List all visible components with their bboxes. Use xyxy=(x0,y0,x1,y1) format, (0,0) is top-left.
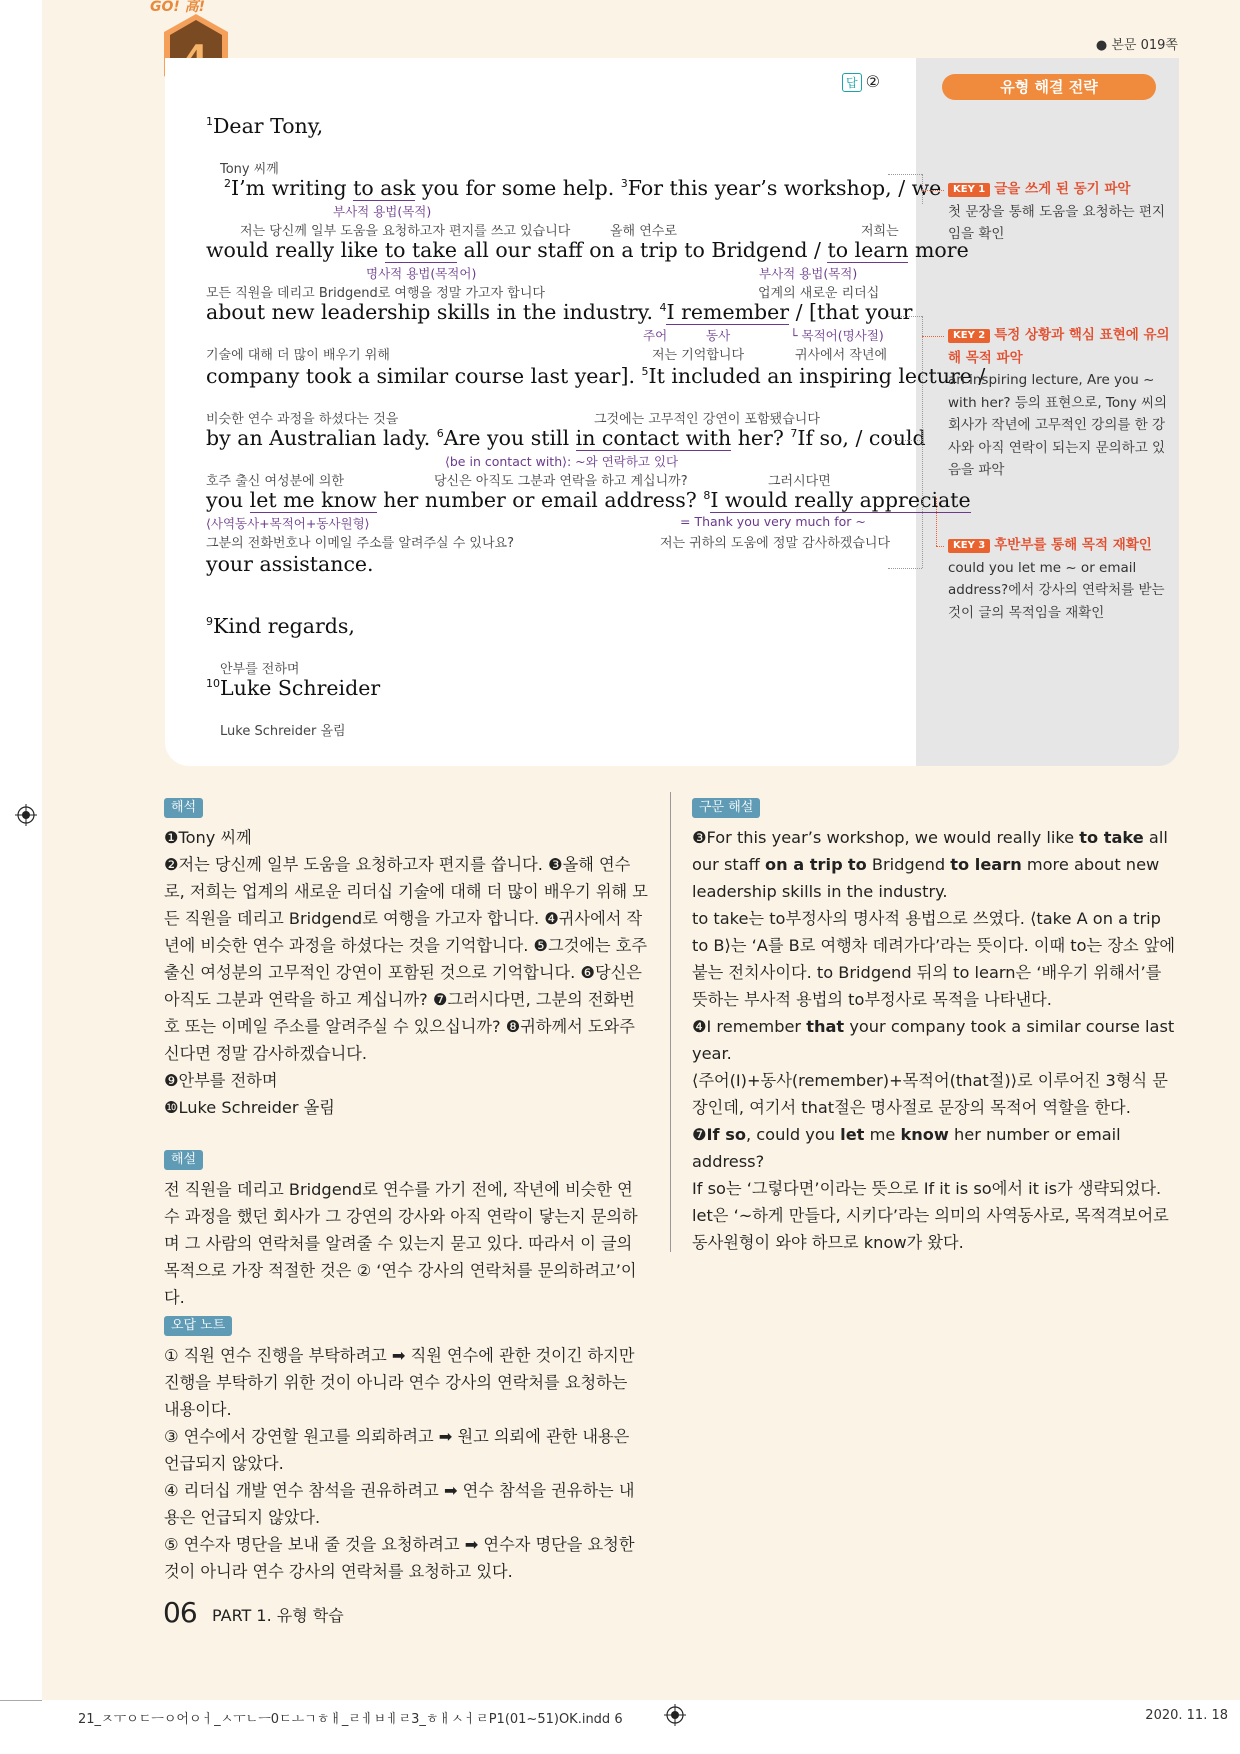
answer-value: ② xyxy=(865,72,880,91)
grammar-note: 부사적 용법(목적) xyxy=(759,266,858,281)
letter-ko-9: 안부를 전하며 xyxy=(220,662,300,677)
explanation-section xyxy=(164,1144,648,1311)
connector-line xyxy=(888,568,922,569)
connector-line xyxy=(888,174,922,175)
letter-ko-3a: 모든 직원을 데리고 Bridgend로 여행을 정말 가고자 합니다 xyxy=(206,286,545,301)
letter-ko-2b: 올해 연수로 xyxy=(610,224,677,239)
grammar-note: ⟨사역동사+목적어+동사원형⟩ xyxy=(206,516,370,531)
translation-line: ❷저는 당신께 일부 도움을 요청하고자 편지를 씁니다. ❸올해 연수로, 저희는 업계의 새로운 리더십 기술에 대해 더 많이 배우기 위해 모든 직원을 데리고 Bridgend로 여행을 가고자 합니다. ❹귀사에서 작년에 비슷한 연수 과정을 하셨다는 것을 기억합니다. ❺그것에는 호주 출신 여성분의 고무적인 강연이 포함된 것으로 기억합니다. ❻당신은 아직도 그분과 연락을 하고 계십니까? ❼그러시다면, 그분의 전화번호 또는 이메일 주소를 알려주실 수 있으십니까? ❽귀하께서 도와주신다면 정말 감사하겠습니다. xyxy=(164,855,648,1063)
letter-ko-1: Tony 씨께 xyxy=(220,162,279,177)
wrong-notes-section xyxy=(164,1310,648,1585)
key-connector xyxy=(922,190,944,191)
key-connector xyxy=(936,546,944,547)
letter-line-5: company took a similar course last year]. $^5$It included an inspiring lecture / xyxy=(206,364,986,388)
syntax-section xyxy=(692,792,1178,1256)
letter-ko-6b: 당신은 아직도 그분과 연락을 하고 계십니까? xyxy=(434,474,688,489)
wrong-note-item: ⑤ 연수자 명단을 보내 줄 것을 요청하려고 ➡ 연수자 명단을 요청한 것이 아니라 연수 강사의 연락처를 요청하고 있다. xyxy=(164,1535,635,1581)
grammar-note: 명사적 용법(목적어) xyxy=(366,266,477,281)
translation-line: ❾안부를 전하며 xyxy=(164,1071,278,1090)
letter-ko-6a: 호주 출신 여성분에 의한 xyxy=(206,474,344,489)
letter-ko-4c: 귀사에서 작년에 xyxy=(795,348,888,363)
letter-ko-4b: 저는 기억합니다 xyxy=(652,348,745,363)
letter-ko-7b: 저는 귀하의 도움에 정말 감사하겠습니다 xyxy=(660,536,891,551)
letter-ko-2a: 저는 당신께 일부 도움을 요청하고자 편지를 쓰고 있습니다 xyxy=(240,224,571,239)
wrong-note-item: ③ 연수에서 강연할 원고를 의뢰하려고 ➡ 원고 의뢰에 관한 내용은 언급되지 않았다. xyxy=(164,1427,630,1473)
letter-ko-7a: 그분의 전화번호나 이메일 주소를 알려주실 수 있나요? xyxy=(206,536,514,551)
translation-line: ❶Tony 씨께 xyxy=(164,828,252,847)
syntax-sentence: ❼If so, could you let me know her number or email address? xyxy=(692,1125,1121,1171)
letter-ko-5a: 비슷한 연수 과정을 하셨다는 것을 xyxy=(206,412,399,427)
letter-ko-3b: 업계의 새로운 리더십 xyxy=(758,286,880,301)
part-label: PART 1. 유형 학습 xyxy=(212,1606,344,1625)
grammar-note: = Thank you very much for ~ xyxy=(680,514,866,529)
answer-indicator xyxy=(842,72,880,92)
registration-mark xyxy=(15,804,37,826)
wrong-note-item: ① 직원 연수 진행을 부탁하려고 ➡ 직원 연수에 관한 것이긴 하지만 진행을 부탁하기 위한 것이 아니라 연수 강사의 연락처를 요청하는 내용이다. xyxy=(164,1346,635,1419)
letter-line-3: would really like to take all our staff on a trip to Bridgend / to learn more xyxy=(206,238,969,262)
letter-ko-10: Luke Schreider 올림 xyxy=(220,724,346,739)
syntax-heading: 구문 해설 xyxy=(692,798,760,818)
connector-line xyxy=(922,316,923,568)
page-reference: ● 본문 019쪽 xyxy=(1095,38,1178,53)
syntax-explanation: to take는 to부정사의 명사적 용법으로 쓰였다. ⟨take A on a trip to B⟩는 ‘A를 B로 여행차 데려가다’라는 뜻이다. 이때 to는 장소 앞에 붙는 전치사이다. to Bridgend 뒤의 to learn은 ‘배우기 위해서’를 뜻하는 부사적 용법의 to부정사로 목적을 나타낸다. xyxy=(692,909,1176,1009)
column-divider xyxy=(670,792,671,1252)
connector-line xyxy=(888,440,922,441)
letter-line-4: about new leadership skills in the industry. $^4$I remember / [that your xyxy=(206,300,913,324)
letter-line-1: $^1$Dear Tony, xyxy=(206,114,324,138)
syntax-sentence: ❹I remember that your company took a similar course last year. xyxy=(692,1017,1175,1063)
key-connector xyxy=(936,498,937,546)
wrong-notes-heading: 오답 노트 xyxy=(164,1316,232,1336)
crop-line xyxy=(0,1700,42,1701)
grammar-note: 부사적 용법(목적) xyxy=(333,204,432,219)
grammar-note: 주어 xyxy=(643,328,668,343)
letter-line-8: your assistance. xyxy=(206,552,374,576)
strategy-title: 유형 해결 전략 xyxy=(942,74,1156,100)
crop-margin xyxy=(0,0,42,1754)
grammar-note: 동사 xyxy=(706,328,731,343)
explanation-heading: 해설 xyxy=(164,1150,203,1170)
key-connector xyxy=(922,336,944,337)
letter-ko-5b: 그것에는 고무적인 강연이 포함됐습니다 xyxy=(594,412,820,427)
letter-line-9: $^9$Kind regards, xyxy=(206,614,355,638)
letter-ko-2c: 저희는 xyxy=(861,224,899,239)
syntax-sentence: ❸For this year’s workshop, we would really like to take all our staff on a trip to Bridgend to learn more about new leadership skills in the industry. xyxy=(692,828,1168,901)
grammar-note: └ 목적어(명사절) xyxy=(790,328,884,343)
letter-ko-4a: 기술에 대해 더 많이 배우기 위해 xyxy=(206,348,390,363)
translation-section xyxy=(164,792,648,1121)
grammar-note: ⟨be in contact with⟩: ~와 연락하고 있다 xyxy=(445,454,679,469)
registration-mark xyxy=(664,1704,686,1726)
connector-line xyxy=(888,316,922,317)
page-number: 06 xyxy=(163,1596,197,1629)
explanation-text: 전 직원을 데리고 Bridgend로 연수를 가기 전에, 작년에 비슷한 연수 과정을 했던 회사가 그 강연의 강사와 아직 연락이 닿는지 문의하며 그 사람의 연락처를 알려줄 수 있는지 묻고 있다. 따라서 이 글의 목적으로 가장 적절한 것은 ② ‘연수 강사의 연락처를 문의하려고’이다. xyxy=(164,1180,638,1307)
key-1: KEY 1 글을 쓰게 된 동기 파악 첫 문장을 통해 도움을 요청하는 편지임을 확인 xyxy=(948,181,1166,242)
translation-heading: 해석 xyxy=(164,798,203,818)
key-3: KEY 3 후반부를 통해 목적 재확인 could you let me ~ or email address?에서 강사의 연락처를 받는 것이 글의 목적임을 재확인 xyxy=(948,537,1165,621)
letter-line-10: $^{10}$Luke Schreider xyxy=(206,676,381,700)
key-2: KEY 2 특정 상황과 핵심 표현에 유의해 목적 파악 an inspiring lecture, Are you ~ with her? 등의 표현으로, Tony 씨의 회사가 작년에 고무적인 강의를 한 강사와 아직 연락이 되는지 문의하고 있음을 파악 xyxy=(948,327,1170,478)
syntax-explanation: ⟨주어(I)+동사(remember)+목적어(that절)⟩로 이루어진 3형식 문장인데, 여기서 that절은 명사절로 문장의 목적어 역할을 한다. xyxy=(692,1071,1168,1117)
top-tag: GO! 高! xyxy=(150,0,206,15)
letter-line-2: $^2$I’m writing to ask you for some help. $^3$For this year’s workshop, / we xyxy=(224,176,942,200)
answer-label: 답 xyxy=(842,73,862,92)
translation-line: ❿Luke Schreider 올림 xyxy=(164,1098,335,1117)
wrong-note-item: ④ 리더십 개발 연수 참석을 권유하려고 ➡ 연수 참석을 권유하는 내용은 언급되지 않았다. xyxy=(164,1481,635,1527)
imprint-date: 2020. 11. 18 xyxy=(1145,1708,1228,1723)
connector-line xyxy=(922,174,923,204)
letter-line-6: by an Australian lady. $^6$Are you still in contact with her? $^7$If so, / could xyxy=(206,426,926,450)
syntax-explanation: If so는 ‘그렇다면’이라는 뜻으로 If it is so에서 it is가 생략되었다. let은 ‘~하게 만들다, 시키다’라는 의미의 사역동사로, 목적격보어로 동사원형이 와야 하므로 know가 왔다. xyxy=(692,1179,1169,1252)
imprint-filename: 21_ㅈㅜㅇㄷㅡㅇ어ㅇㅓ_ㅅㅜㄴㅡ0ㄷㅗㄱㅎㅐ_ㄹㅔㅂㅔㄹ3_ㅎㅐㅅㅓㄹP1(01~51)OK.indd 6 xyxy=(78,1712,623,1727)
letter-ko-6c: 그러시다면 xyxy=(768,474,831,489)
letter-line-7: you let me know her number or email address? $^8$I would really appreciate xyxy=(206,488,971,512)
